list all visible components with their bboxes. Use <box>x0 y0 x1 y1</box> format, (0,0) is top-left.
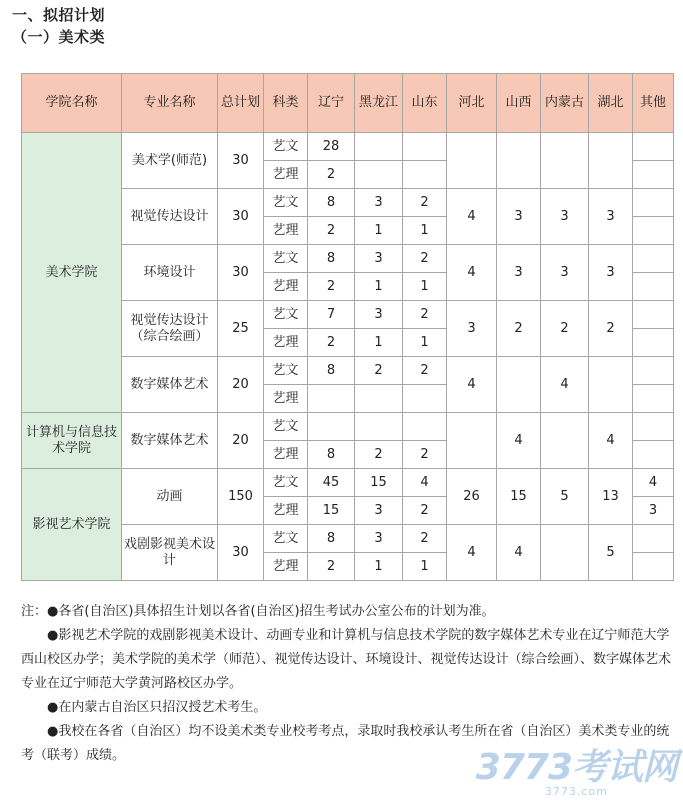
value-cell <box>497 357 541 413</box>
watermark <box>475 747 677 798</box>
table-header-row <box>22 74 674 133</box>
section-heading: 一、拟招计划 <box>12 6 106 24</box>
note-item: ●影视艺术学院的戏剧影视美术设计、动画专业和计算机与信息技术学院的数字媒体艺术专业在辽宁师范大学西山校区办学；美术学院的美术学（师范）、视觉传达设计、环境设计、视觉传达设计（综合绘画）、数字媒体艺术专业在辽宁师范大学黄河路校区办学。 <box>21 628 672 691</box>
value-cell: 8 <box>308 245 355 273</box>
value-cell <box>355 161 403 189</box>
major-cell: 环境设计 <box>122 245 218 301</box>
value-cell: 4 <box>447 245 497 301</box>
value-cell: 4 <box>447 189 497 245</box>
col-header: 山东 <box>403 74 447 133</box>
col-header: 其他 <box>633 74 674 133</box>
value-cell <box>541 525 589 581</box>
total-cell: 150 <box>218 469 264 525</box>
value-cell: 2 <box>541 301 589 357</box>
total-cell: 20 <box>218 413 264 469</box>
value-cell: 1 <box>403 553 447 581</box>
note-item: 注：●各省(自治区)具体招生计划以各省(自治区)招生考试办公室公布的计划为准。 <box>21 604 495 619</box>
value-cell: 8 <box>308 525 355 553</box>
value-cell <box>633 189 674 217</box>
major-cell: 视觉传达设计（综合绘画） <box>122 301 218 357</box>
subsection-heading: （一）美术类 <box>12 28 106 46</box>
value-cell: 15 <box>497 469 541 525</box>
value-cell <box>633 525 674 553</box>
value-cell <box>403 413 447 441</box>
value-cell: 4 <box>633 469 674 497</box>
value-cell <box>589 357 633 413</box>
value-cell <box>633 273 674 301</box>
value-cell <box>633 161 674 189</box>
value-cell: 8 <box>308 357 355 385</box>
col-header: 学院名称 <box>22 74 122 133</box>
value-cell: 3 <box>497 189 541 245</box>
value-cell: 2 <box>403 301 447 329</box>
value-cell <box>633 441 674 469</box>
value-cell <box>633 133 674 161</box>
value-cell: 4 <box>447 357 497 413</box>
col-header: 山西 <box>497 74 541 133</box>
value-cell <box>541 413 589 469</box>
value-cell: 4 <box>497 413 541 469</box>
col-header: 河北 <box>447 74 497 133</box>
value-cell <box>633 413 674 441</box>
college-cell: 计算机与信息技术学院 <box>22 413 122 469</box>
value-cell <box>633 329 674 357</box>
type-cell: 艺文 <box>264 525 308 553</box>
value-cell <box>541 133 589 189</box>
total-cell: 30 <box>218 245 264 301</box>
type-cell: 艺文 <box>264 189 308 217</box>
value-cell: 3 <box>355 189 403 217</box>
value-cell: 3 <box>633 497 674 525</box>
value-cell: 4 <box>497 525 541 581</box>
notes-section <box>21 600 673 768</box>
major-cell: 数字媒体艺术 <box>122 357 218 413</box>
type-cell: 艺理 <box>264 553 308 581</box>
value-cell: 3 <box>355 301 403 329</box>
value-cell <box>633 301 674 329</box>
value-cell: 1 <box>355 217 403 245</box>
value-cell: 7 <box>308 301 355 329</box>
col-header: 总计划 <box>218 74 264 133</box>
major-cell: 美术学(师范) <box>122 133 218 189</box>
value-cell <box>355 385 403 413</box>
type-cell: 艺理 <box>264 329 308 357</box>
value-cell: 26 <box>447 469 497 525</box>
value-cell: 15 <box>355 469 403 497</box>
value-cell <box>403 385 447 413</box>
value-cell: 4 <box>589 413 633 469</box>
col-header: 内蒙古 <box>541 74 589 133</box>
type-cell: 艺文 <box>264 469 308 497</box>
value-cell: 2 <box>308 329 355 357</box>
enrollment-plan-table <box>21 73 674 581</box>
value-cell <box>403 133 447 161</box>
value-cell: 2 <box>403 497 447 525</box>
note-item: ●在内蒙古自治区只招汉授艺术考生。 <box>47 700 267 715</box>
total-cell: 20 <box>218 357 264 413</box>
type-cell: 艺理 <box>264 385 308 413</box>
value-cell: 1 <box>403 329 447 357</box>
col-header: 黑龙江 <box>355 74 403 133</box>
note-item: ●我校在各省（自治区）均不设美术类专业校考考点，录取时我校承认考生所在省（自治区）美术类专业的统考（联考）成绩。 <box>21 724 670 763</box>
value-cell: 3 <box>355 497 403 525</box>
value-cell: 3 <box>355 245 403 273</box>
value-cell <box>633 357 674 385</box>
value-cell <box>497 133 541 189</box>
value-cell: 2 <box>355 357 403 385</box>
value-cell: 8 <box>308 441 355 469</box>
col-header: 湖北 <box>589 74 633 133</box>
value-cell: 4 <box>447 525 497 581</box>
value-cell: 45 <box>308 469 355 497</box>
value-cell: 8 <box>308 189 355 217</box>
value-cell: 5 <box>541 469 589 525</box>
col-header: 专业名称 <box>122 74 218 133</box>
value-cell: 2 <box>589 301 633 357</box>
value-cell: 2 <box>355 441 403 469</box>
value-cell: 3 <box>541 189 589 245</box>
value-cell: 1 <box>355 273 403 301</box>
value-cell <box>308 413 355 441</box>
type-cell: 艺理 <box>264 441 308 469</box>
value-cell: 1 <box>403 273 447 301</box>
table-row <box>22 413 674 441</box>
value-cell: 2 <box>403 441 447 469</box>
major-cell: 数字媒体艺术 <box>122 413 218 469</box>
value-cell: 4 <box>403 469 447 497</box>
value-cell: 2 <box>497 301 541 357</box>
major-cell: 动画 <box>122 469 218 525</box>
type-cell: 艺文 <box>264 413 308 441</box>
value-cell <box>447 133 497 189</box>
col-header: 辽宁 <box>308 74 355 133</box>
value-cell <box>355 413 403 441</box>
college-cell: 影视艺术学院 <box>22 469 122 581</box>
major-cell: 戏剧影视美术设计 <box>122 525 218 581</box>
col-header: 科类 <box>264 74 308 133</box>
type-cell: 艺文 <box>264 357 308 385</box>
value-cell: 28 <box>308 133 355 161</box>
total-cell: 30 <box>218 525 264 581</box>
value-cell: 3 <box>355 525 403 553</box>
value-cell <box>447 413 497 469</box>
value-cell: 15 <box>308 497 355 525</box>
value-cell: 2 <box>403 525 447 553</box>
type-cell: 艺文 <box>264 245 308 273</box>
college-cell: 美术学院 <box>22 133 122 413</box>
value-cell <box>633 245 674 273</box>
value-cell <box>355 133 403 161</box>
value-cell <box>589 133 633 189</box>
value-cell: 2 <box>403 245 447 273</box>
value-cell: 3 <box>589 189 633 245</box>
type-cell: 艺文 <box>264 133 308 161</box>
type-cell: 艺理 <box>264 161 308 189</box>
value-cell: 1 <box>355 329 403 357</box>
type-cell: 艺理 <box>264 497 308 525</box>
watermark-url: 3773.com <box>544 785 608 798</box>
value-cell: 2 <box>403 357 447 385</box>
value-cell: 2 <box>308 273 355 301</box>
type-cell: 艺理 <box>264 273 308 301</box>
value-cell <box>633 217 674 245</box>
type-cell: 艺理 <box>264 217 308 245</box>
total-cell: 30 <box>218 133 264 189</box>
total-cell: 30 <box>218 189 264 245</box>
value-cell: 1 <box>355 553 403 581</box>
value-cell <box>633 553 674 581</box>
type-cell: 艺文 <box>264 301 308 329</box>
table-row <box>22 133 674 161</box>
value-cell: 3 <box>589 245 633 301</box>
value-cell: 5 <box>589 525 633 581</box>
value-cell: 2 <box>308 553 355 581</box>
value-cell: 3 <box>541 245 589 301</box>
major-cell: 视觉传达设计 <box>122 189 218 245</box>
value-cell <box>633 385 674 413</box>
total-cell: 25 <box>218 301 264 357</box>
value-cell: 1 <box>403 217 447 245</box>
value-cell: 3 <box>447 301 497 357</box>
value-cell: 13 <box>589 469 633 525</box>
value-cell <box>403 161 447 189</box>
value-cell: 4 <box>541 357 589 413</box>
table-row <box>22 469 674 497</box>
value-cell: 2 <box>403 189 447 217</box>
watermark-logo-text: 3773考试网 <box>475 747 677 788</box>
value-cell: 2 <box>308 217 355 245</box>
value-cell: 2 <box>308 161 355 189</box>
value-cell: 3 <box>497 245 541 301</box>
value-cell <box>308 385 355 413</box>
